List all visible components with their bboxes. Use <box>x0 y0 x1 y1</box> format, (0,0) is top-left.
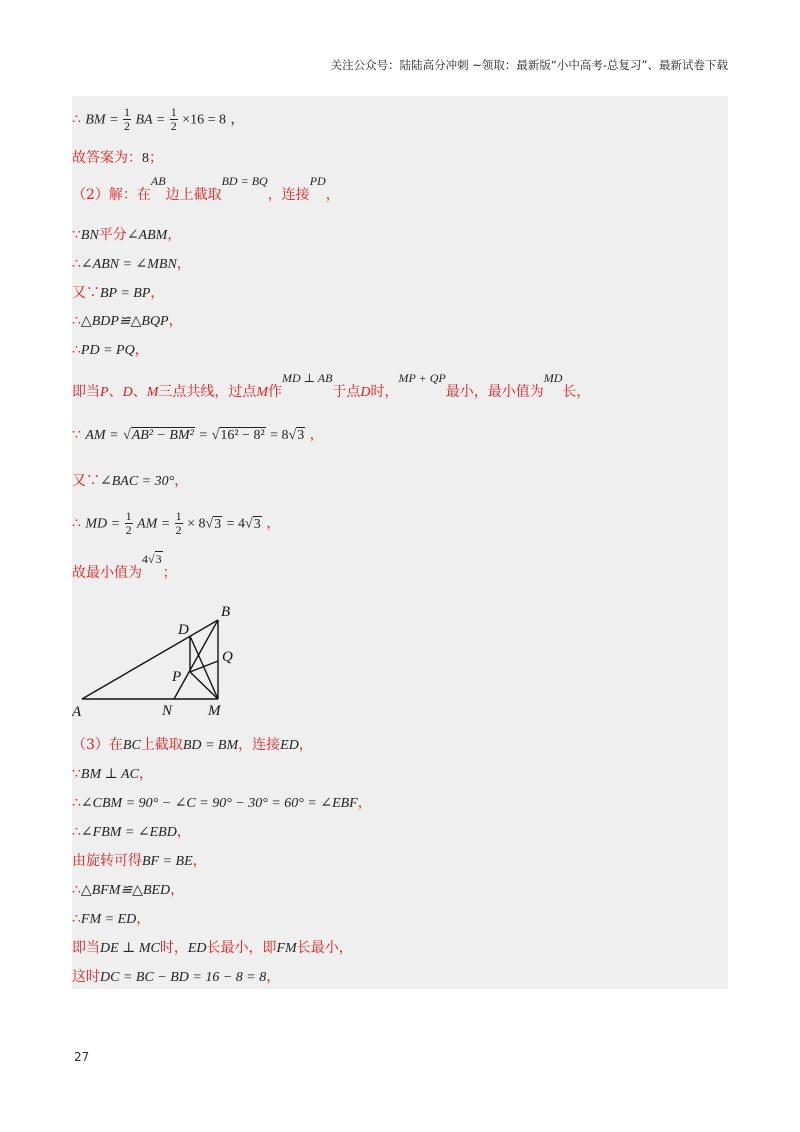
fraction: $\frac{1}{2}$ <box>124 105 130 133</box>
fraction: $\frac{1}{2}$ <box>175 509 182 537</box>
segment-ab <box>82 620 218 699</box>
line-angle-bac: 又∵∠BAC = 30°， <box>72 473 189 489</box>
line-min-value: 故最小值为4√3； <box>72 552 177 581</box>
page-header: 关注公众号：陆陆高分冲刺 ~领取：最新版“小中高考-总复习”、最新试卷下载 <box>330 58 728 72</box>
label-q: Q <box>222 649 233 665</box>
math-expr: BM = <box>85 112 119 128</box>
answer-value: 8 <box>142 151 149 166</box>
label-m: M <box>208 703 221 719</box>
line-md-value: ∴ MD = $\frac{1}{2}$ AM = $\frac{1}{2}$ × 8√3 = 4√3 ， <box>72 509 281 537</box>
line-congruent-2: ∴△BFM≌△BED， <box>72 882 185 898</box>
label-d: D <box>178 622 189 638</box>
line-angle-cbm: ∴∠CBM = 90° − ∠C = 90° − 30° = 60° = ∠EBF， <box>72 795 372 811</box>
line-dc-value: 这时DC = BC − BD = 16 − 8 = 8， <box>72 969 281 985</box>
segment-pm <box>190 672 218 699</box>
label-a: A <box>72 704 82 720</box>
line-de-perp-mc: 即当DE ⊥ MC时，ED长最小，即FM长最小， <box>72 940 353 956</box>
line-part3-intro: （3）在BC上截取BD = BM，连接ED， <box>72 737 313 753</box>
page-number: 27 <box>74 1050 90 1064</box>
line-fm-ed: ∴FM = ED， <box>72 911 151 927</box>
label-n: N <box>162 703 173 719</box>
line-am-sqrt: ∵ AM = √AB² − BM² = √16² − 8² = 8√3 ， <box>72 427 324 443</box>
label-b: B <box>221 604 231 620</box>
math-expr: BA = <box>135 112 166 128</box>
therefore-symbol: ∴ <box>72 111 81 128</box>
label-p: P <box>172 669 182 685</box>
fraction: $\frac{1}{2}$ <box>170 105 177 133</box>
line-collinear-condition: 即当P、D、M三点共线，过点M作MD ⊥ AB于点D时，MP + QP最小，最小值为MD长， <box>72 371 591 400</box>
geometry-figure <box>72 601 272 721</box>
line-bp-common: 又∵BP = BP， <box>72 285 165 301</box>
line-rotation: 由旋转可得BF = BE， <box>72 853 207 869</box>
fraction: $\frac{1}{2}$ <box>125 509 132 537</box>
line-bm-perp-ac: ∵BM ⊥ AC， <box>72 766 153 782</box>
line-part2-intro: （2）解：在AB边上截取BD = BQ，连接PD， <box>72 174 340 203</box>
line-angle-equal: ∴∠ABN = ∠MBN， <box>72 256 191 272</box>
line-congruent-1: ∴△BDP≌△BQP， <box>72 313 183 329</box>
line-angle-fbm: ∴∠FBM = ∠EBD， <box>72 824 191 840</box>
solution-content <box>72 96 728 989</box>
math-expr: ×16 = 8 <box>182 112 226 128</box>
line-bn-bisects: ∵BN平分∠ABM， <box>72 227 182 243</box>
line-bm-half-ba: ∴ BM = $\frac{1}{2}$ BA = $\frac{1}{2}$ ×16 = 8 ， <box>72 105 245 133</box>
line-answer-8: 故答案为：8； <box>72 150 163 166</box>
line-pd-pq: ∴PD = PQ， <box>72 342 149 358</box>
